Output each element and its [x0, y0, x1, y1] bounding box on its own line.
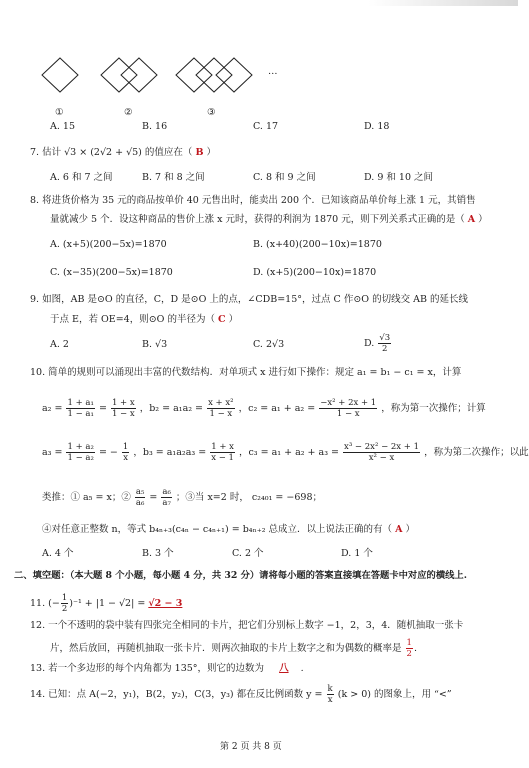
q13-answer: 八 — [279, 663, 289, 674]
q9-line1: 9. 如图，AB 是⊙O 的直径，C，D 是⊙O 上的点，∠CDB=15°，过点 C 作⊙O 的切线交 AB 的延长线 — [30, 294, 468, 305]
figure-label-2: ② — [124, 107, 133, 118]
fraction-denominator: 1 − x — [111, 409, 135, 419]
q8-close: ） — [478, 214, 488, 225]
fraction — [122, 442, 129, 463]
fraction-denominator: 2 — [61, 604, 68, 614]
fraction-numerator: x + x² — [208, 398, 234, 408]
section-2-heading: 二、填空题：（本大题 8 个小题，每小题 4 分，共 32 分）请将每小题的答案直接填在答题卡中对应的横线上. — [14, 570, 467, 581]
q10-a3: a₃ = — [42, 447, 63, 458]
q8-option-d: D. (x+5)(200−10x)=1870 — [253, 267, 377, 278]
fraction — [327, 684, 334, 705]
fraction-numerator: 1 — [406, 638, 412, 648]
fraction-denominator: 2 — [406, 649, 412, 659]
q10-option-a: A. 4 个 — [42, 548, 74, 559]
diamond-shape — [42, 58, 78, 92]
q12-line2 — [50, 638, 417, 659]
fraction-numerator: a₅ — [135, 487, 145, 497]
q10-option-d: D. 1 个 — [341, 548, 373, 559]
diamond-shape — [196, 58, 232, 92]
fraction-numerator: a₆ — [162, 487, 171, 497]
fraction — [61, 593, 68, 614]
q8-line2-text: 量就减少 5 个．设这种商品的售价上涨 x 元时，获得的利润为 1870 元，则下列关系式正确的是（ — [50, 214, 465, 225]
ellipsis: … — [268, 66, 278, 77]
q12-end: . — [413, 643, 417, 654]
q7-option-a: A. 6 和 7 之间 — [50, 172, 113, 183]
q14 — [30, 684, 452, 705]
q9-option-c: C. 2√3 — [253, 339, 285, 350]
q10-answer: A — [395, 524, 403, 535]
figure-label-3: ③ — [207, 107, 216, 118]
q13-end: . — [300, 663, 304, 674]
fraction — [343, 442, 420, 463]
fraction-denominator: x − 1 — [211, 453, 234, 463]
q9-close: ） — [228, 314, 239, 325]
q7-option-c: C. 8 和 9 之间 — [253, 172, 316, 183]
q10-row3 — [42, 487, 322, 508]
fraction — [210, 442, 235, 463]
fraction-denominator: x — [327, 695, 333, 705]
q9-line2-text: 于点 E，若 OE=4，则⊙O 的半径为（ — [50, 314, 215, 325]
fraction — [111, 398, 136, 419]
q10-option-c: C. 2 个 — [232, 548, 264, 559]
q14-text: 14. 已知：点 A(−2，y₁)，B(2，y₂)，C(3，y₃) 都在反比例函数 y = — [30, 689, 323, 700]
fraction-numerator: k — [327, 684, 333, 694]
fraction-denominator: x² − x — [368, 453, 395, 463]
fraction — [207, 398, 235, 419]
q10-b2: ，b₂ = a₁a₂ = — [139, 403, 204, 414]
q10-row2 — [42, 442, 529, 463]
q8-answer: A — [467, 214, 476, 225]
q9-line2 — [50, 314, 238, 326]
q11-expr-a: (− — [48, 598, 60, 609]
fraction-numerator: 1 — [122, 442, 129, 452]
q10-row1-post: ，称为第一次操作；计算 — [381, 403, 486, 414]
fraction-denominator: 1 − a₂ — [67, 453, 94, 463]
fraction-numerator: −x² + 2x + 1 — [320, 398, 377, 408]
q7-answer: B — [195, 147, 204, 158]
equals: = − — [98, 447, 118, 458]
equals: = — [149, 492, 158, 503]
fraction-numerator: 1 — [61, 593, 68, 603]
q6-option-b: B. 16 — [142, 121, 168, 132]
q8-line2 — [50, 214, 488, 226]
q7-close: ） — [206, 147, 217, 158]
q11-number: 11. — [30, 598, 46, 609]
q12-line1: 12. 一个不透明的袋中装有四张完全相同的卡片，把它们分别标上数字 −1，2，3，4．随机抽取一张卡 — [30, 620, 464, 631]
q7-stem-pre: 7. 估计 — [30, 147, 62, 158]
q13 — [30, 663, 304, 675]
q8-option-b: B. (x+40)(200−10x)=1870 — [253, 239, 382, 250]
q9-option-d-fraction — [378, 333, 391, 354]
fraction-denominator: 2 — [382, 344, 388, 354]
fraction-numerator: x³ − 2x² − 2x + 1 — [344, 442, 420, 452]
q12-answer-fraction — [406, 638, 413, 659]
fraction-denominator: 1 − a₁ — [67, 409, 94, 419]
q11 — [30, 593, 182, 614]
q7-stem — [30, 147, 216, 159]
diamond-shape — [216, 58, 252, 92]
q9-option-d-label: D. — [364, 338, 375, 349]
q10-a2: a₂ = — [42, 403, 63, 414]
q9-option-a: A. 2 — [50, 339, 69, 350]
q8-option-c: C. (x−35)(200−5x)=1870 — [50, 267, 173, 278]
q10-c3: ，c₃ = a₁ + a₂ + a₃ = — [238, 447, 339, 458]
fraction-numerator: 1 + x — [211, 442, 234, 452]
fraction-numerator: 1 + a₁ — [67, 398, 94, 408]
q6-option-d: D. 18 — [364, 121, 390, 132]
q8-line1: 8. 将进货价格为 35 元的商品按单价 40 元售出时，能卖出 200 个．已知该商品单价每上涨 1 元，其销售 — [30, 195, 476, 206]
fraction-denominator: 1 − x — [209, 409, 233, 419]
q10-row2-post: ，称为第二次操作；以此 — [424, 447, 529, 458]
q7-option-b: B. 7 和 8 之间 — [142, 172, 205, 183]
fraction — [319, 398, 377, 419]
fraction-denominator: x — [123, 453, 129, 463]
q10-row3-pre: 类推：① a₅ = x；② — [42, 492, 131, 503]
q10-c2: ，c₂ = a₁ + a₂ = — [238, 403, 316, 414]
q7-stem-post: 的值应在（ — [144, 147, 193, 158]
q10-close: ） — [405, 524, 415, 535]
q9-answer: C — [218, 314, 226, 325]
fraction-denominator: a₆ — [135, 498, 145, 508]
fraction-numerator: √3 — [379, 333, 391, 343]
fraction — [66, 398, 94, 419]
diamond-shape — [121, 58, 157, 92]
fraction-denominator: 1 − x — [336, 409, 360, 419]
diamond-shape — [101, 58, 137, 92]
q8-option-a: A. (x+5)(200−5x)=1870 — [50, 239, 167, 250]
q10-b3: ，b₃ = a₁a₂a₃ = — [133, 447, 207, 458]
q9-option-b: B. √3 — [142, 339, 168, 350]
figure-label-1: ① — [55, 107, 64, 118]
q14-post: (k > 0) 的图象上，用 “<” — [337, 689, 452, 700]
page-footer: 第 2 页 共 8 页 — [220, 742, 282, 752]
equals: = — [98, 403, 107, 414]
q10-row3-post: ；③当 x=2 时， c₂₄₀₁ = −698； — [175, 492, 322, 503]
q11-expr-b: )⁻¹ + |1 − √2| = — [69, 598, 146, 609]
q12-line2-text: 片，然后放回，再随机抽取一张卡片．则两次抽取的卡片上数字之和为偶数的概率是 — [50, 643, 402, 654]
q10-option-b: B. 3 个 — [142, 548, 174, 559]
q11-answer: √2 − 3 — [148, 598, 183, 609]
q10-row4-text: ④对任意正整数 n，等式 b₄ₙ₊₃(c₄ₙ − c₄ₙ₊₁) = b₄ₙ₊₂ 总成立．以上说法正确的有（ — [42, 524, 393, 535]
q10-row4 — [42, 524, 415, 536]
diamond-figures — [0, 0, 518, 130]
fraction-denominator: a₇ — [162, 498, 171, 508]
diamond-shape — [176, 58, 212, 92]
fraction — [161, 487, 171, 508]
fraction — [135, 487, 145, 508]
q9-option-d — [364, 333, 392, 354]
q6-option-c: C. 17 — [253, 121, 279, 132]
q10-line1: 10. 简单的规则可以涌现出丰富的代数结构．对单项式 x 进行如下操作：规定 a₁ = b₁ − c₁ = x，计算 — [30, 367, 462, 378]
q6-option-a: A. 15 — [50, 121, 75, 132]
q13-text: 13. 若一个多边形的每个内角都为 135°，则它的边数为 — [30, 663, 265, 674]
fraction-numerator: 1 + a₂ — [67, 442, 94, 452]
q10-row1 — [42, 398, 486, 419]
q7-expression: √3 × (2√2 + √5) — [64, 147, 142, 158]
fraction-numerator: 1 + x — [111, 398, 135, 408]
fraction — [66, 442, 94, 463]
q7-option-d: D. 9 和 10 之间 — [364, 172, 434, 183]
